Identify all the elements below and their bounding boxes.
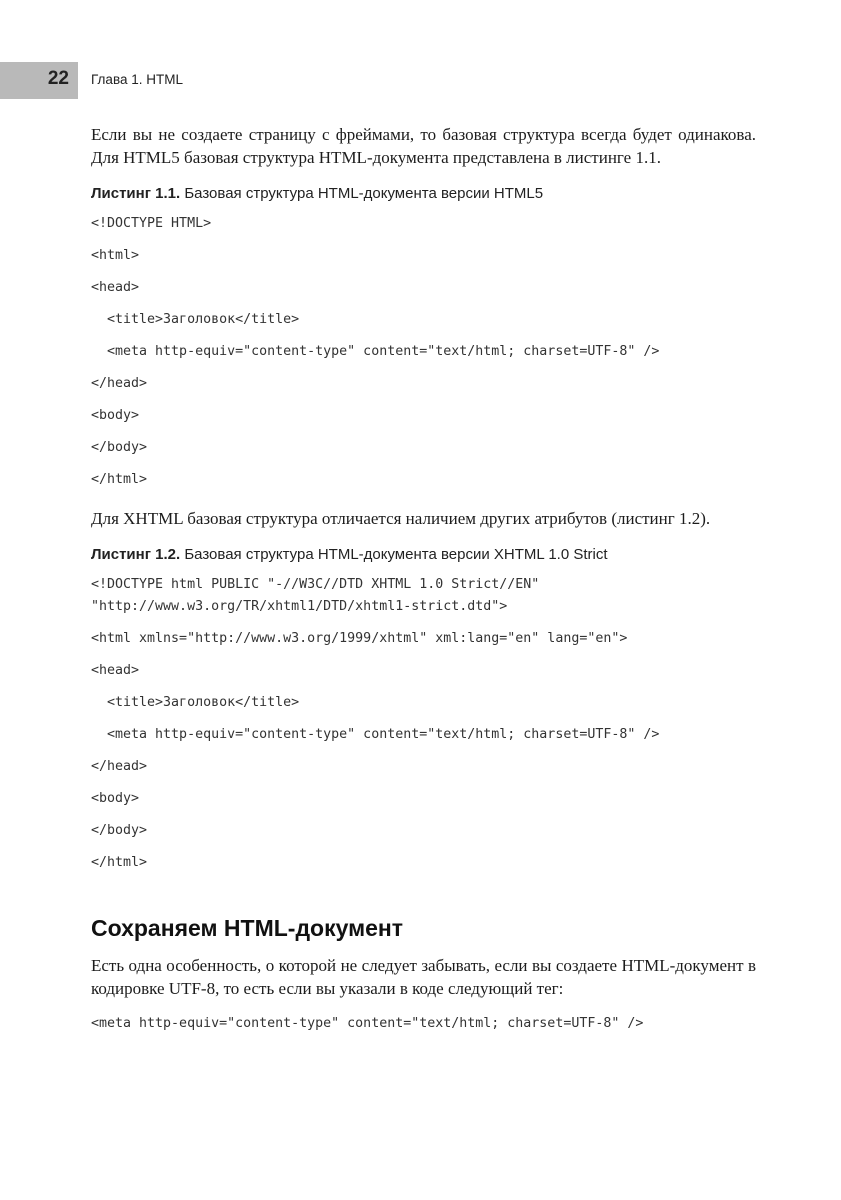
code-line: <!DOCTYPE HTML> <box>91 216 212 231</box>
code-line: <head> <box>91 280 140 295</box>
section-paragraph: Есть одна особенность, о которой не следует забывать, если вы создаете HTML-документ в кодировке UTF-8, то есть если вы указали в коде следующий тег: <box>91 956 756 998</box>
code-line: </html> <box>91 472 148 487</box>
listing-2-caption <box>91 544 756 565</box>
listing-2-code <box>91 574 756 874</box>
listing-1-code <box>91 213 756 491</box>
code-line: <!DOCTYPE html PUBLIC "-//W3C//DTD XHTML 1.0 Strict//EN" "http://www.w3.org/TR/xhtml1/DTD/xhtml1-strict.dtd"> <box>91 577 548 614</box>
code-line: <title>Заголовок</title> <box>91 312 300 327</box>
code-line: <meta http-equiv="content-type" content="text/html; charset=UTF-8" /> <box>91 344 660 359</box>
code-line: </html> <box>91 855 148 870</box>
code-line: <meta http-equiv="content-type" content="text/html; charset=UTF-8" /> <box>91 727 660 742</box>
listing-1-caption <box>91 183 756 204</box>
page-content <box>91 123 756 1035</box>
code-line: <html xmlns="http://www.w3.org/1999/xhtml" xml:lang="en" lang="en"> <box>91 631 628 646</box>
listing-1-label: Листинг 1.1. <box>91 185 181 202</box>
code-line: <body> <box>91 791 140 806</box>
listing-2-label: Листинг 1.2. <box>91 546 181 563</box>
code-line: <html> <box>91 248 140 263</box>
code-line: </head> <box>91 376 148 391</box>
intro-paragraph: Если вы не создаете страницу с фреймами, то базовая структура всегда будет одинакова. Для HTML5 базовая структура HTML-документа представлена в листинге 1.1. <box>91 125 756 167</box>
page-number: 22 <box>47 68 69 89</box>
listing-2-title: Базовая структура HTML-документа версии XHTML 1.0 Strict <box>184 546 608 563</box>
code-line: <head> <box>91 663 140 678</box>
code-line: </head> <box>91 759 148 774</box>
middle-paragraph: Для XHTML базовая структура отличается наличием других атрибутов (листинг 1.2). <box>91 509 711 528</box>
section-heading: Сохраняем HTML-документ <box>91 915 404 941</box>
page-number-tab <box>0 62 78 99</box>
section-code <box>91 1013 756 1035</box>
code-line: <meta http-equiv="content-type" content="text/html; charset=UTF-8" /> <box>91 1016 644 1031</box>
code-line: </body> <box>91 440 148 455</box>
code-line: <title>Заголовок</title> <box>91 695 300 710</box>
running-head: Глава 1. HTML <box>91 72 183 87</box>
listing-1-title: Базовая структура HTML-документа версии HTML5 <box>184 185 544 202</box>
code-line: <body> <box>91 408 140 423</box>
code-line: </body> <box>91 823 148 838</box>
